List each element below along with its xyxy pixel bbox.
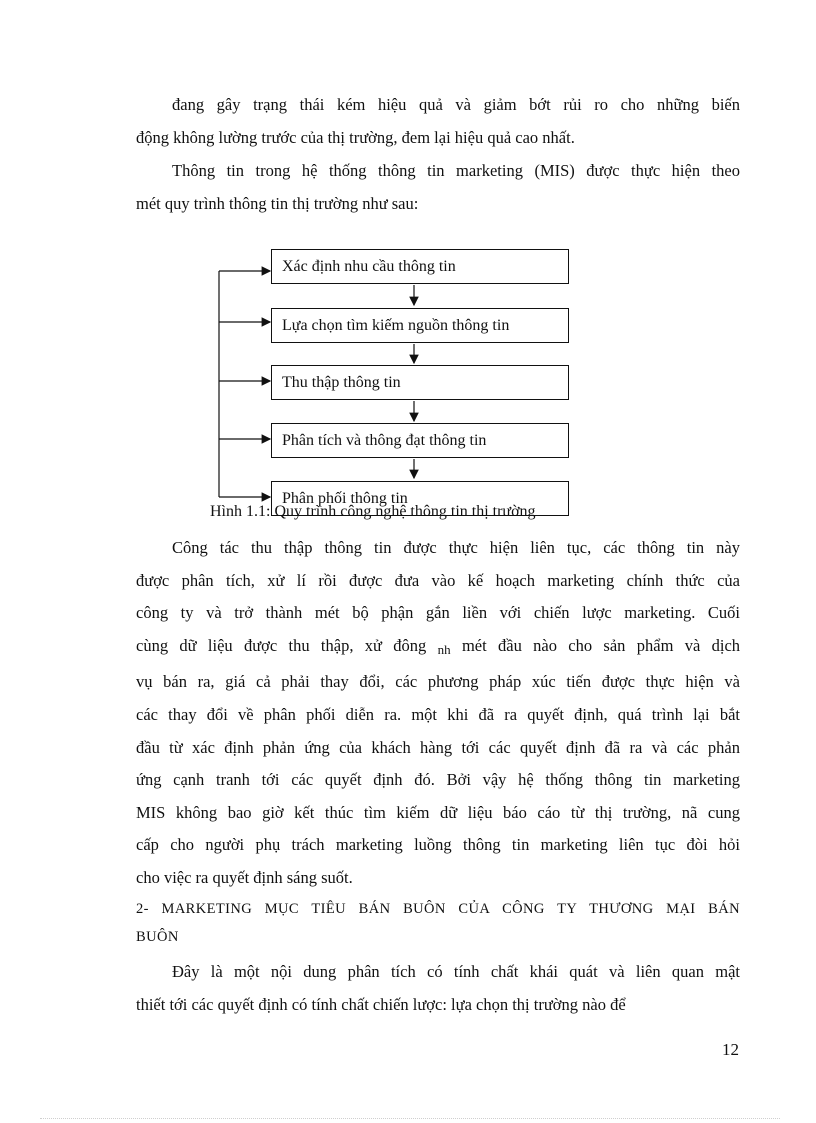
page-number: 12	[722, 1040, 739, 1059]
section-paragraph-4	[136, 956, 740, 1021]
flow-step-3: Thu thập thông tin	[271, 365, 569, 400]
flow-step-1: Xác định nhu cầu thông tin	[271, 249, 569, 284]
text-line: động không lường trước của thị trường, đem lại hiệu quả cao nhất.	[136, 127, 575, 147]
text-line: công ty và trở thành mét bộ phận gắn liền với chiến lược marketing. Cuối	[136, 603, 740, 623]
subscript-fragment: nh	[437, 641, 451, 657]
text-line: MIS không bao giờ kết thúc tìm kiếm dữ liệu báo cáo từ thị trường, nã cung	[136, 802, 740, 822]
text-line: vụ bán ra, giá cả phải thay đổi, các phương pháp xúc tiến được thực hiện và	[136, 672, 740, 692]
heading-line: BUÔN	[136, 929, 179, 945]
text-line: được phân tích, xử lí rồi được đưa vào kế hoạch marketing chính thức của	[136, 570, 740, 590]
body-paragraph-3	[136, 532, 740, 895]
text-segment: cùng dữ liệu được thu thập, xử đông	[136, 635, 427, 655]
text-line: cấp cho người phụ trách marketing luồng thông tin marketing liên tục đòi hỏi	[136, 835, 740, 855]
figure-caption: Hình 1.1: Quy trình công nghệ thông tin thị trường	[210, 503, 536, 520]
text-line: Thông tin trong hệ thống thông tin marketing (MIS) được thực hiện theo	[172, 161, 740, 180]
text-line-with-subscript	[136, 630, 740, 667]
text-line: ứng cạnh tranh tới các quyết định đó. Bởi vậy hệ thống thông tin marketing	[136, 770, 740, 790]
text-line: Công tác thu thập thông tin được thực hiện liên tục, các thông tin này	[172, 538, 740, 557]
text-line: các thay đổi về phân phối diễn ra. một khi đã ra quyết định, quá trình lại bắt	[136, 704, 740, 724]
heading-line: 2- MARKETING MỤC TIÊU BÁN BUÔN CỦA CÔNG TY THƯƠNG MẠI BÁN	[136, 901, 740, 917]
text-line: Đây là một nội dung phân tích có tính chất khái quát và liên quan mật	[172, 962, 740, 981]
intro-paragraph-1	[136, 89, 740, 154]
flow-step-2: Lựa chọn tìm kiếm nguồn thông tin	[271, 308, 569, 343]
text-segment: mét đầu nào cho sản phẩm và dịch	[461, 635, 741, 655]
text-line: thiết tới các quyết định có tính chất chiến lược: lựa chọn thị trường nào để	[136, 994, 626, 1014]
text-line: cho việc ra quyết định sáng suốt.	[136, 867, 353, 887]
intro-paragraph-2	[136, 155, 740, 220]
text-line: đang gây trạng thái kém hiệu quả và giảm bớt rủi ro cho những biến	[172, 95, 740, 114]
section-heading	[136, 895, 740, 951]
text-line: đầu từ xác định phản ứng của khách hàng tới các quyết định đã ra và các phản	[136, 737, 740, 757]
flow-step-4: Phân tích và thông đạt thông tin	[271, 423, 569, 458]
text-line: mét quy trình thông tin thị trường như sau:	[136, 193, 419, 213]
flow-step-5: Phân phối thông tin	[271, 481, 569, 516]
page-bottom-divider	[40, 1118, 780, 1119]
